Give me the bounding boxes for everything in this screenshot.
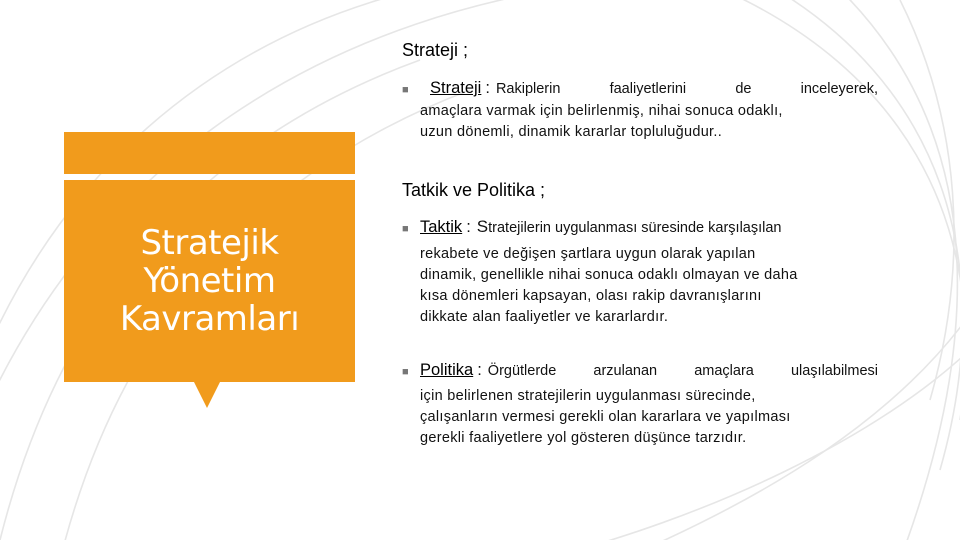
definition-line-3: uzun dönemli, dinamik kararlar topluluğudur.. xyxy=(420,124,723,140)
term-taktik: Taktik xyxy=(420,218,463,236)
definition-line-3: dinamik, genellikle nihai sonuca odaklı olmayan ve daha xyxy=(420,267,798,283)
definition-initial: S xyxy=(476,217,489,236)
term-colon: : xyxy=(466,218,471,236)
definition-line-5: dikkate alan faaliyetler ve kararlardır. xyxy=(420,309,669,325)
section-heading-strateji: Strateji ; xyxy=(402,40,469,60)
section-heading-taktik-politika: Tatkik ve Politika ; xyxy=(402,180,546,200)
bullet-politika xyxy=(402,360,878,449)
definition-line-4: kısa dönemleri kapsayan, olası rakip davranışlarını xyxy=(420,288,762,304)
definition-line-3: çalışanların vermesi gerekli olan kararlara ve yapılması xyxy=(420,409,791,425)
bullet-square-icon: ■ xyxy=(402,84,409,96)
slide-title-line-1: Stratejik xyxy=(140,223,279,263)
term-colon: : xyxy=(477,361,482,379)
definition-line-2: rekabete ve değişen şartlara uygun olarak yapılan xyxy=(420,246,756,262)
definition-line-2: için belirlenen stratejilerin uygulanması sürecinde, xyxy=(420,388,756,404)
term-strateji: Strateji xyxy=(430,79,482,97)
definition-line-1: Örgütlerde arzulanan amaçlara ulaşılabilmesi xyxy=(487,363,878,379)
definition-line-4: gerekli faaliyetlere yol gösteren düşünce tarzıdır. xyxy=(420,430,747,446)
slide-title-line-2: Yönetim xyxy=(143,261,276,301)
term-politika: Politika xyxy=(420,361,474,379)
term-colon: : xyxy=(485,79,490,97)
panel-pointer xyxy=(194,382,220,408)
bullet-square-icon: ■ xyxy=(402,223,409,235)
definition-line-1: Rakiplerin faaliyetlerini de inceleyerek, xyxy=(495,81,878,97)
bullet-taktik xyxy=(402,216,878,328)
bullet-strateji xyxy=(402,78,878,143)
definition-line-2: amaçlara varmak için belirlenmiş, nihai sonuca odaklı, xyxy=(420,103,783,119)
definition-line-1: tratejilerin uygulanması süresinde karşılaşılan xyxy=(488,220,782,236)
accent-strip xyxy=(64,132,355,174)
slide-title-line-3: Kavramları xyxy=(119,299,300,339)
bullet-square-icon: ■ xyxy=(402,366,409,378)
title-panel xyxy=(64,180,355,382)
slide-title xyxy=(120,224,299,338)
